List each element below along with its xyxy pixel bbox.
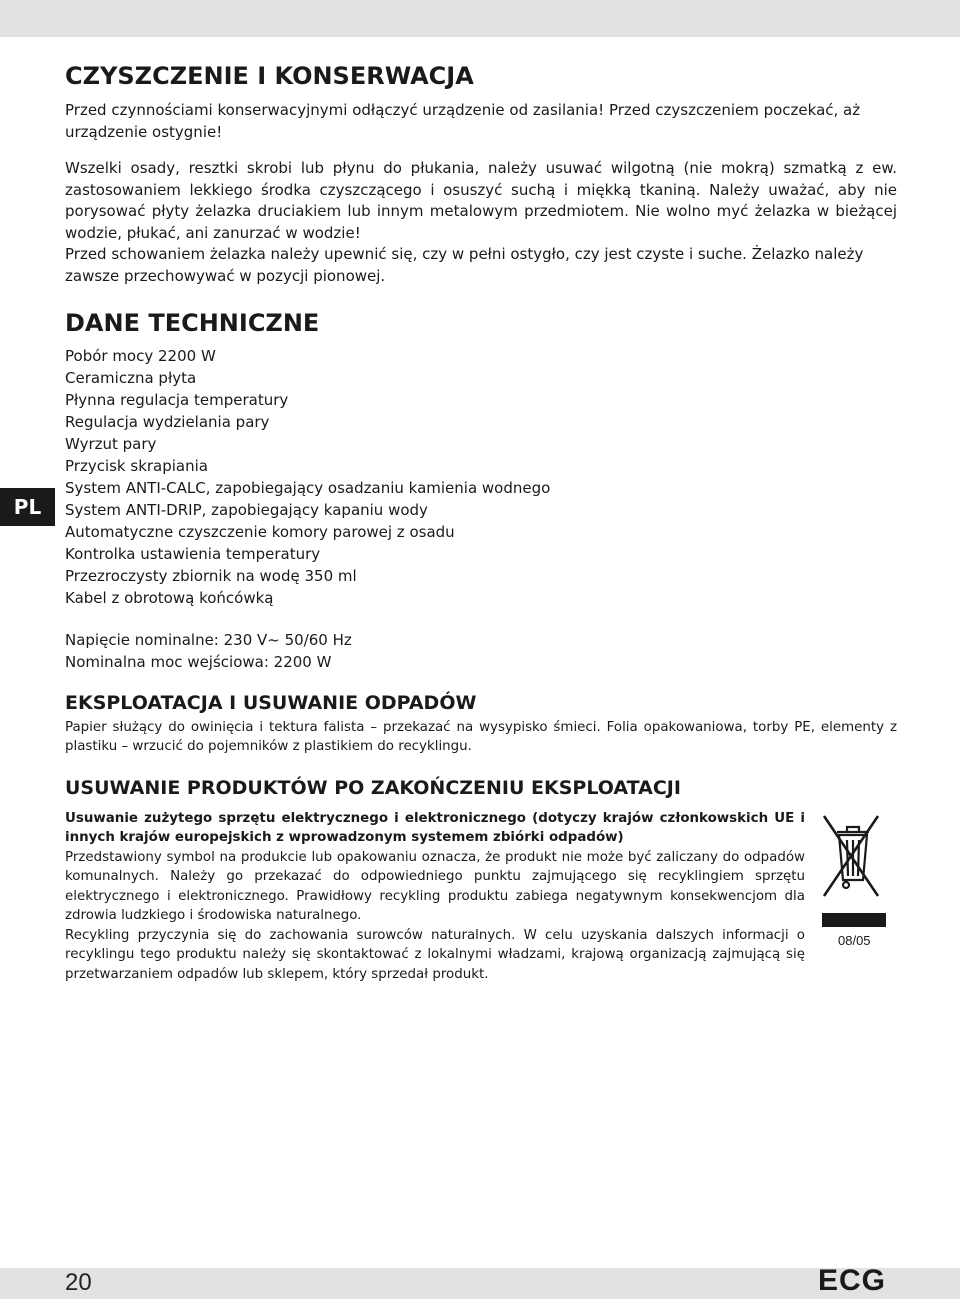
cleaning-paragraph-1: Przed czynnościami konserwacyjnymi odłączyć urządzenie od zasilania! Przed czyszczeniem poczekać, aż urządzenie ostygnie! bbox=[65, 101, 861, 141]
tech-data-list bbox=[65, 345, 550, 609]
tech-data-title: DANE TECHNICZNE bbox=[65, 309, 320, 337]
cleaning-paragraph-2: Wszelki osady, resztki skrobi lub płynu do płukania, należy usuwać wilgotną (nie mokrą) szmatką z ew. zastosowaniem lekkiego środka czyszczącego i osuszyć suchą i miękką tkaniną. Należy uważać, aby nie porysować płyty żelazka druciakiem lub innym metalowym przedmiotem. Nie wolno myć żelazka w bieżącej wodzie, płukać, ani zanurzać w wodzie! bbox=[65, 159, 897, 242]
list-item: Ceramiczna płyta bbox=[65, 369, 197, 387]
brand-logo: ECG bbox=[818, 1264, 887, 1297]
list-item: Wyrzut pary bbox=[65, 435, 157, 453]
nominal-voltage: Napięcie nominalne: 230 V~ 50/60 Hz bbox=[65, 631, 352, 649]
weee-bar bbox=[822, 913, 886, 927]
waste-title: EKSPLOATACJA I USUWANIE ODPADÓW bbox=[65, 692, 477, 714]
nominal-power: Nominalna moc wejściowa: 2200 W bbox=[65, 653, 332, 671]
list-item: Przezroczysty zbiornik na wodę 350 ml bbox=[65, 567, 357, 585]
list-item: System ANTI-CALC, zapobiegający osadzaniu kamienia wodnego bbox=[65, 479, 551, 497]
list-item: Pobór mocy 2200 W bbox=[65, 347, 216, 365]
crossed-bin-icon bbox=[820, 808, 880, 908]
disposal-paragraph-2: Recykling przyczynia się do zachowania surowców naturalnych. W celu uzyskania dalszych informacji o recyklingu tego produktu należy się skontaktować z lokalnymi władzami, krajową organizacją zajmującą się przetwarzaniem odpadów lub sklepem, który sprzedał produkt. bbox=[65, 928, 805, 982]
list-item: System ANTI-DRIP, zapobiegający kapaniu wody bbox=[65, 501, 428, 519]
list-item: Regulacja wydzielania pary bbox=[65, 413, 270, 431]
language-tab: PL bbox=[0, 488, 55, 526]
disposal-title: USUWANIE PRODUKTÓW PO ZAKOŃCZENIU EKSPLOATACJI bbox=[65, 777, 681, 799]
page-number: 20 bbox=[65, 1269, 92, 1296]
cleaning-title: CZYSZCZENIE I KONSERWACJA bbox=[65, 62, 474, 90]
list-item: Automatyczne czyszczenie komory parowej z osadu bbox=[65, 523, 455, 541]
cleaning-paragraph-3: Przed schowaniem żelazka należy upewnić się, czy w pełni ostygło, czy jest czyste i suche. Żelazko należy zawsze przechowywać w pozycji pionowej. bbox=[65, 245, 864, 285]
list-item: Przycisk skrapiania bbox=[65, 457, 208, 475]
top-bar bbox=[0, 0, 960, 37]
footer-bar bbox=[0, 1268, 960, 1299]
list-item: Kabel z obrotową końcówką bbox=[65, 589, 274, 607]
list-item: Płynna regulacja temperatury bbox=[65, 391, 289, 409]
disposal-paragraph-1: Przedstawiony symbol na produkcie lub opakowaniu oznacza, że produkt nie może być zaliczany do odpadów komunalnych. Należy go przekazać do odpowiedniego punktu zajmującego się recyklingiem sprzętu elektrycznego i elektronicznego. Prawidłowy recykling produktu zabiega negatywnym konsekwencjom dla zdrowia ludzkiego i środowiska naturalnego. bbox=[65, 850, 805, 924]
disposal-bold-intro: Usuwanie zużytego sprzętu elektrycznego i elektronicznego (dotyczy krajów członkowskich UE i innych krajów europejskich z wprowadzonym systemem zbiórki odpadów) bbox=[65, 811, 805, 846]
waste-paragraph: Papier służący do owinięcia i tektura falista – przekazać na wysypisko śmieci. Folia opakowaniowa, torby PE, elementy z plastiku – wrzucić do pojemników z plastikiem do recyklingu. bbox=[65, 720, 897, 755]
weee-date: 08/05 bbox=[838, 933, 871, 948]
list-item: Kontrolka ustawienia temperatury bbox=[65, 545, 321, 563]
